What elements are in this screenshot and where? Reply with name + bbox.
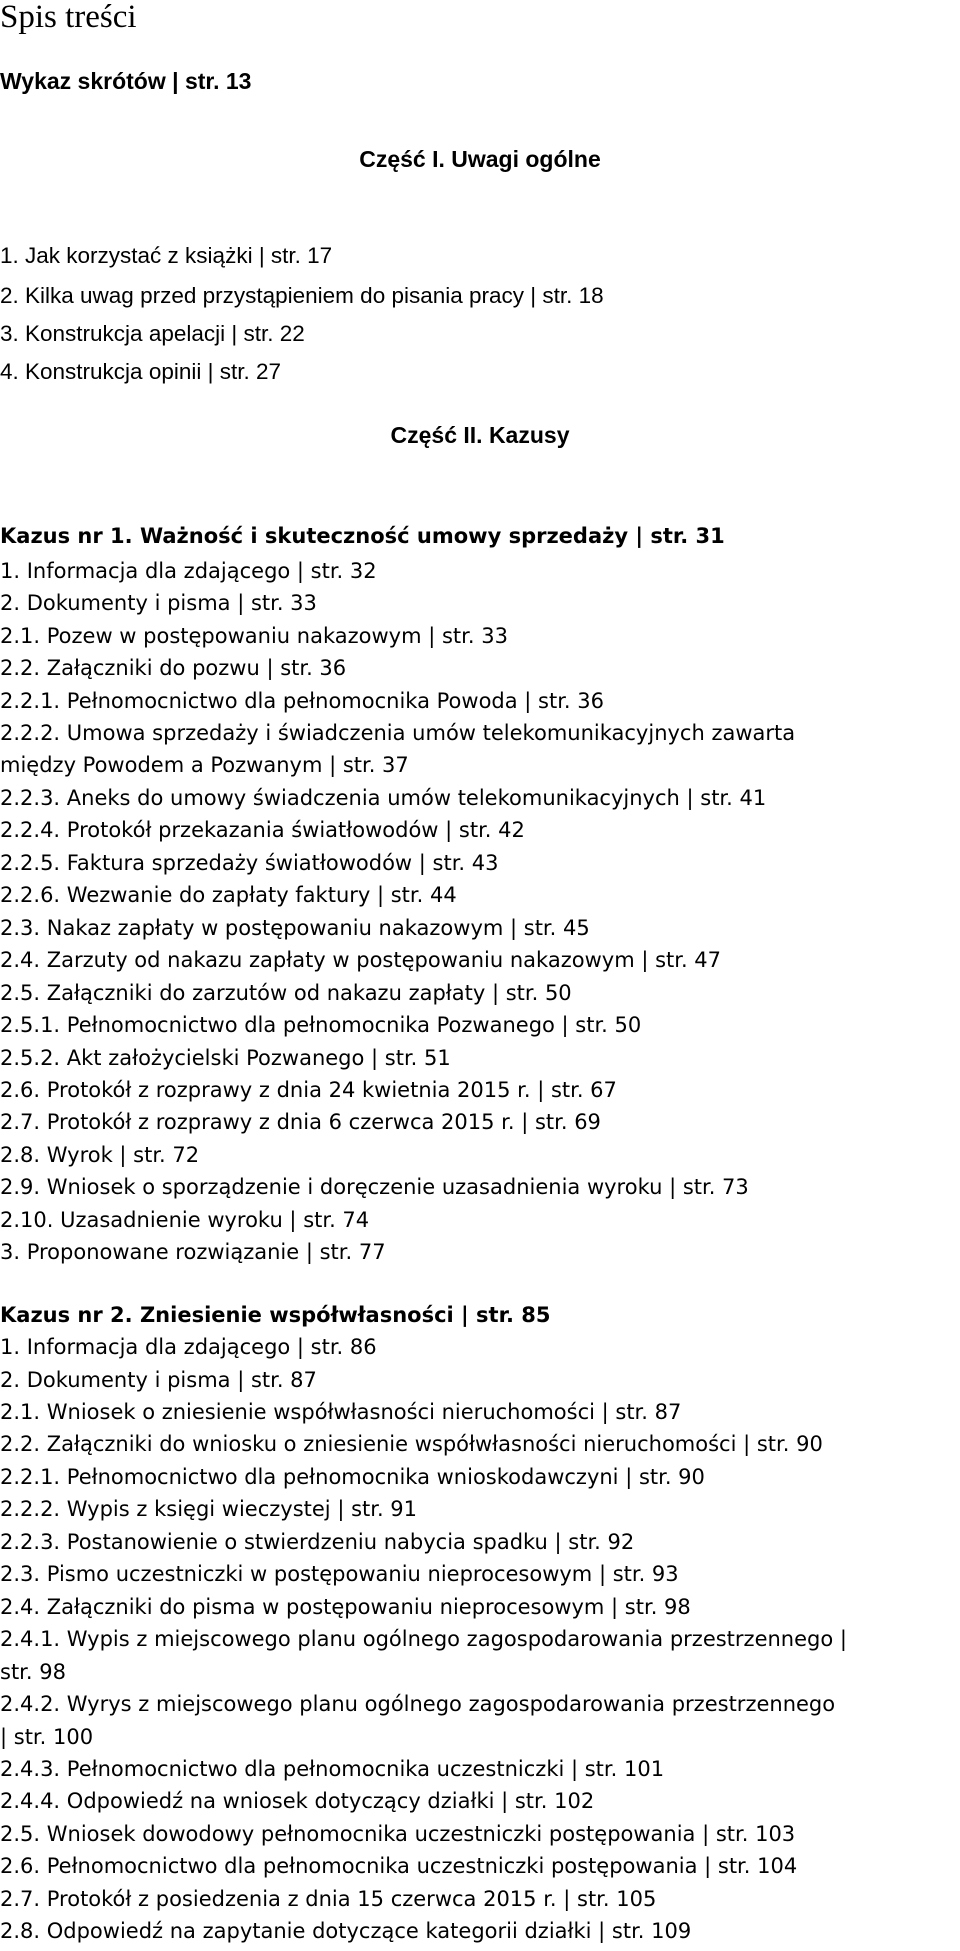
toc-entry: 2.5.1. Pełnomocnictwo dla pełnomocnika Pozwanego | str. 50: [0, 1013, 642, 1037]
toc-entry: 2.6. Protokół z rozprawy z dnia 24 kwietnia 2015 r. | str. 67: [0, 1078, 617, 1102]
toc-entry: 2.6. Pełnomocnictwo dla pełnomocnika uczestniczki postępowania | str. 104: [0, 1854, 798, 1878]
toc-entry: 2.7. Protokół z posiedzenia z dnia 15 czerwca 2015 r. | str. 105: [0, 1887, 657, 1911]
toc-entry: | str. 100: [0, 1725, 94, 1749]
toc-entry: 2.2.4. Protokół przekazania światłowodów | str. 42: [0, 818, 525, 842]
toc-entry: 2.4.3. Pełnomocnictwo dla pełnomocnika uczestniczki | str. 101: [0, 1757, 665, 1781]
toc-entry: 2.4.4. Odpowiedź na wniosek dotyczący działki | str. 102: [0, 1789, 595, 1813]
toc-entry: 2. Dokumenty i pisma | str. 87: [0, 1368, 317, 1392]
toc-entry: 2.2.3. Postanowienie o stwierdzeniu nabycia spadku | str. 92: [0, 1530, 635, 1554]
toc-entry: 2.5. Wniosek dowodowy pełnomocnika uczestniczki postępowania | str. 103: [0, 1822, 796, 1846]
toc-entry: 2. Dokumenty i pisma | str. 33: [0, 591, 317, 615]
toc-entry: 2.1. Pozew w postępowaniu nakazowym | str. 33: [0, 624, 508, 648]
toc-entry: 2.2.3. Aneks do umowy świadczenia umów telekomunikacyjnych | str. 41: [0, 786, 767, 810]
toc-entry: 3. Konstrukcja apelacji | str. 22: [0, 321, 305, 346]
toc-entry: 2.9. Wniosek o sporządzenie i doręczenie uzasadnienia wyroku | str. 73: [0, 1175, 749, 1199]
toc-entry: 2.3. Nakaz zapłaty w postępowaniu nakazowym | str. 45: [0, 916, 590, 940]
toc-entry: 2.8. Odpowiedź na zapytanie dotyczące kategorii działki | str. 109: [0, 1919, 692, 1943]
toc-entry: 2.4.1. Wypis z miejscowego planu ogólnego zagospodarowania przestrzennego |: [0, 1627, 847, 1651]
toc-entry: 1. Jak korzystać z książki | str. 17: [0, 243, 333, 268]
toc-entry: str. 98: [0, 1660, 66, 1684]
toc-entry: 4. Konstrukcja opinii | str. 27: [0, 359, 281, 384]
toc-entry: 2.2.1. Pełnomocnictwo dla pełnomocnika Powoda | str. 36: [0, 689, 604, 713]
toc-entry: 2.4. Załączniki do pisma w postępowaniu nieprocesowym | str. 98: [0, 1595, 691, 1619]
toc-entry: 2.5.2. Akt założycielski Pozwanego | str. 51: [0, 1046, 451, 1070]
case-2-heading: Kazus nr 2. Zniesienie współwłasności | str. 85: [0, 1303, 551, 1327]
toc-entry: 2.1. Wniosek o zniesienie współwłasności nieruchomości | str. 87: [0, 1400, 682, 1424]
toc-entry: 1. Informacja dla zdającego | str. 32: [0, 559, 377, 583]
toc-entry: 2.4. Zarzuty od nakazu zapłaty w postępowaniu nakazowym | str. 47: [0, 948, 722, 972]
page-title: Spis treści: [0, 0, 137, 35]
toc-entry: między Powodem a Pozwanym | str. 37: [0, 753, 409, 777]
toc-entry: 2.2.2. Wypis z księgi wieczystej | str. 91: [0, 1497, 418, 1521]
part-1-heading: Część I. Uwagi ogólne: [359, 146, 601, 172]
part-2-heading: Część II. Kazusy: [390, 422, 570, 448]
toc-entry: 1. Informacja dla zdającego | str. 86: [0, 1335, 377, 1359]
toc-entry: 2.3. Pismo uczestniczki w postępowaniu nieprocesowym | str. 93: [0, 1562, 679, 1586]
abbreviations-entry: Wykaz skrótów | str. 13: [0, 68, 252, 94]
toc-entry: 2.2. Załączniki do wniosku o zniesienie współwłasności nieruchomości | str. 90: [0, 1432, 823, 1456]
toc-entry: 2.5. Załączniki do zarzutów od nakazu zapłaty | str. 50: [0, 981, 572, 1005]
toc-entry: 2.7. Protokół z rozprawy z dnia 6 czerwca 2015 r. | str. 69: [0, 1110, 601, 1134]
case-1-heading: Kazus nr 1. Ważność i skuteczność umowy sprzedaży | str. 31: [0, 524, 725, 548]
toc-entry: 2.8. Wyrok | str. 72: [0, 1143, 200, 1167]
toc-entry: 2.4.2. Wyrys z miejscowego planu ogólnego zagospodarowania przestrzennego: [0, 1692, 836, 1716]
toc-entry: 2.2.5. Faktura sprzedaży światłowodów | str. 43: [0, 851, 499, 875]
toc-entry: 3. Proponowane rozwiązanie | str. 77: [0, 1240, 386, 1264]
toc-entry: 2.2.1. Pełnomocnictwo dla pełnomocnika wnioskodawczyni | str. 90: [0, 1465, 705, 1489]
toc-entry: 2.2.2. Umowa sprzedaży i świadczenia umów telekomunikacyjnych zawarta: [0, 721, 796, 745]
toc-entry: 2.2.6. Wezwanie do zapłaty faktury | str. 44: [0, 883, 457, 907]
toc-entry: 2.10. Uzasadnienie wyroku | str. 74: [0, 1208, 370, 1232]
toc-entry: 2.2. Załączniki do pozwu | str. 36: [0, 656, 347, 680]
toc-entry: 2. Kilka uwag przed przystąpieniem do pisania pracy | str. 18: [0, 283, 604, 308]
